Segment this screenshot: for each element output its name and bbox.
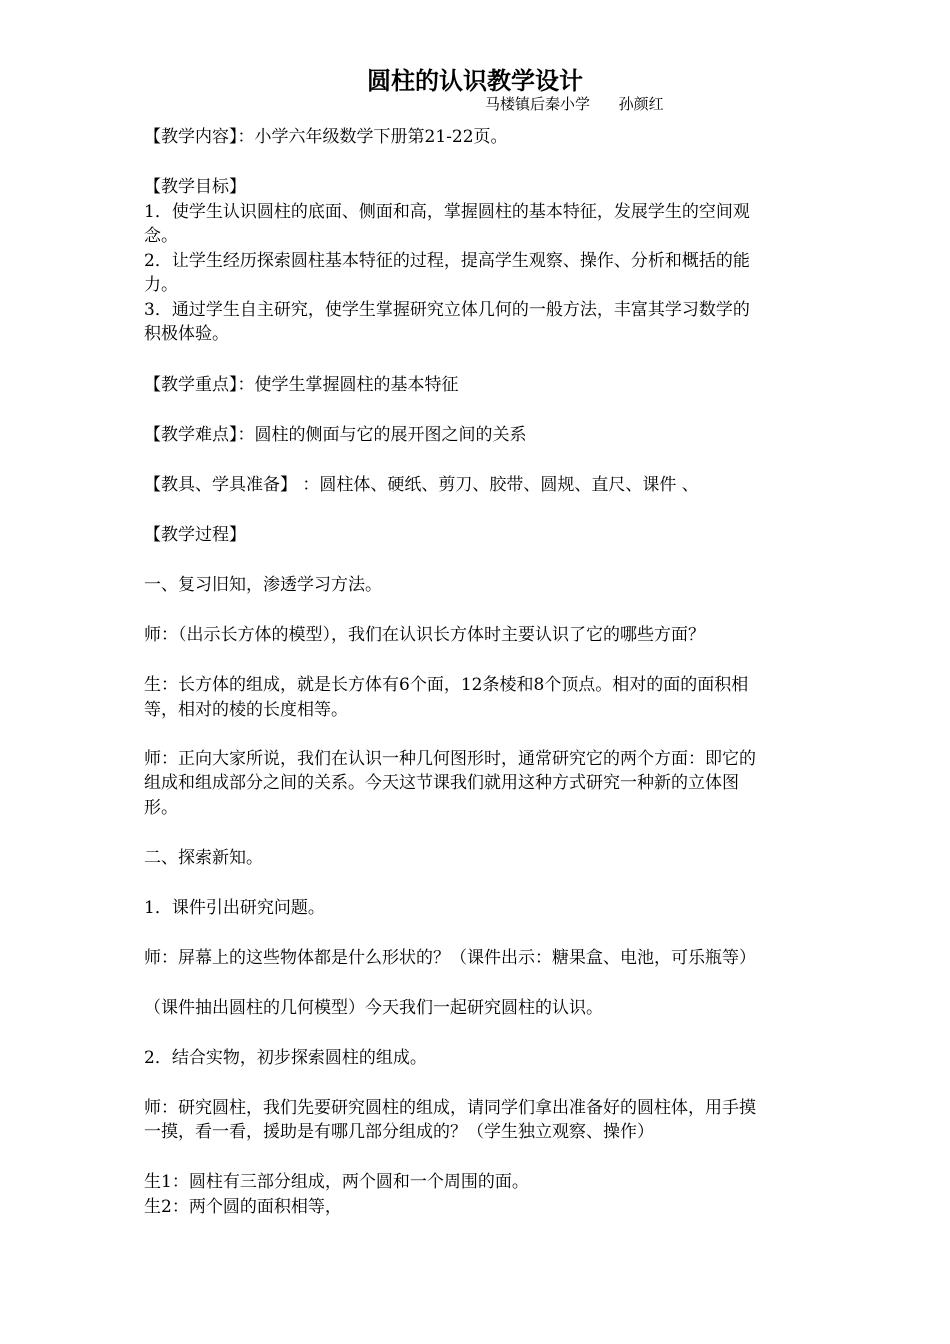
teaching-goals-heading: 【教学目标】	[144, 177, 246, 197]
process-heading: 【教学过程】	[144, 525, 246, 545]
goal-2-line-1: 2．让学生经历探索圆柱基本特征的过程，提高学生观察、操作、分析和概括的能	[144, 251, 750, 271]
teacher-statement-line-2: 组成和组成部分之间的关系。今天这节课我们就用这种方式研究一种新的立体图	[144, 773, 739, 793]
step-1-heading: 1．课件引出研究问题。	[144, 898, 325, 918]
key-points-line: 【教学重点】：使学生掌握圆柱的基本特征	[144, 375, 459, 395]
teacher-cylinder-line-2: 一摸，看一看，援助是有哪几部分组成的？（学生独立观察、操作）	[144, 1122, 654, 1142]
materials-line: 【教具、学具准备】 ：圆柱体、硬纸、剪刀、胶带、圆规、直尺、课件 、	[144, 475, 699, 495]
step-2-heading: 2．结合实物，初步探索圆柱的组成。	[144, 1048, 427, 1068]
teacher-statement-line-1: 师：正向大家所说，我们在认识一种几何图形时，通常研究它的两个方面：即它的	[144, 749, 756, 769]
teacher-cylinder-line-1: 师：研究圆柱，我们先要研究圆柱的组成，请同学们拿出准备好的圆柱体，用手摸	[144, 1098, 756, 1118]
document-title: 圆柱的认识教学设计	[367, 66, 583, 95]
student-2-answer-line: 生2：两个圆的面积相等，	[144, 1197, 342, 1217]
goal-3-line-2: 积极体验。	[144, 324, 229, 344]
goal-1-line-1: 1．使学生认识圆柱的底面、侧面和高，掌握圆柱的基本特征，发展学生的空间观	[144, 202, 750, 222]
student-answer-line-2: 等，相对的棱的长度相等。	[144, 700, 348, 720]
section-1-heading: 一、复习旧知，渗透学习方法。	[144, 575, 382, 595]
teacher-question-line: 师：（出示长方体的模型），我们在认识长方体时主要认识了它的哪些方面？	[144, 625, 705, 645]
teaching-content-line: 【教学内容】：小学六年级数学下册第21-22页。	[144, 127, 508, 147]
difficult-points-line: 【教学难点】：圆柱的侧面与它的展开图之间的关系	[144, 425, 527, 445]
author-line: 马楼镇后秦小学 孙颜红	[485, 95, 664, 113]
teacher-statement-line-3: 形。	[144, 798, 178, 818]
courseware-model-line: （课件抽出圆柱的几何模型）今天我们一起研究圆柱的认识。	[144, 998, 603, 1018]
goal-3-line-1: 3．通过学生自主研究，使学生掌握研究立体几何的一般方法，丰富其学习数学的	[144, 300, 750, 320]
goal-1-line-2: 念。	[144, 226, 178, 246]
section-2-heading: 二、探索新知。	[144, 848, 263, 868]
goal-2-line-2: 力。	[144, 275, 178, 295]
teacher-screen-question-line: 师：屏幕上的这些物体都是什么形状的？（课件出示：糖果盒、电池，可乐瓶等）	[144, 948, 756, 968]
student-1-answer-line: 生1：圆柱有三部分组成，两个圆和一个周围的面。	[144, 1172, 529, 1192]
student-answer-line-1: 生：长方体的组成，就是长方体有6个面，12条棱和8个顶点。相对的面的面积相	[144, 675, 749, 695]
